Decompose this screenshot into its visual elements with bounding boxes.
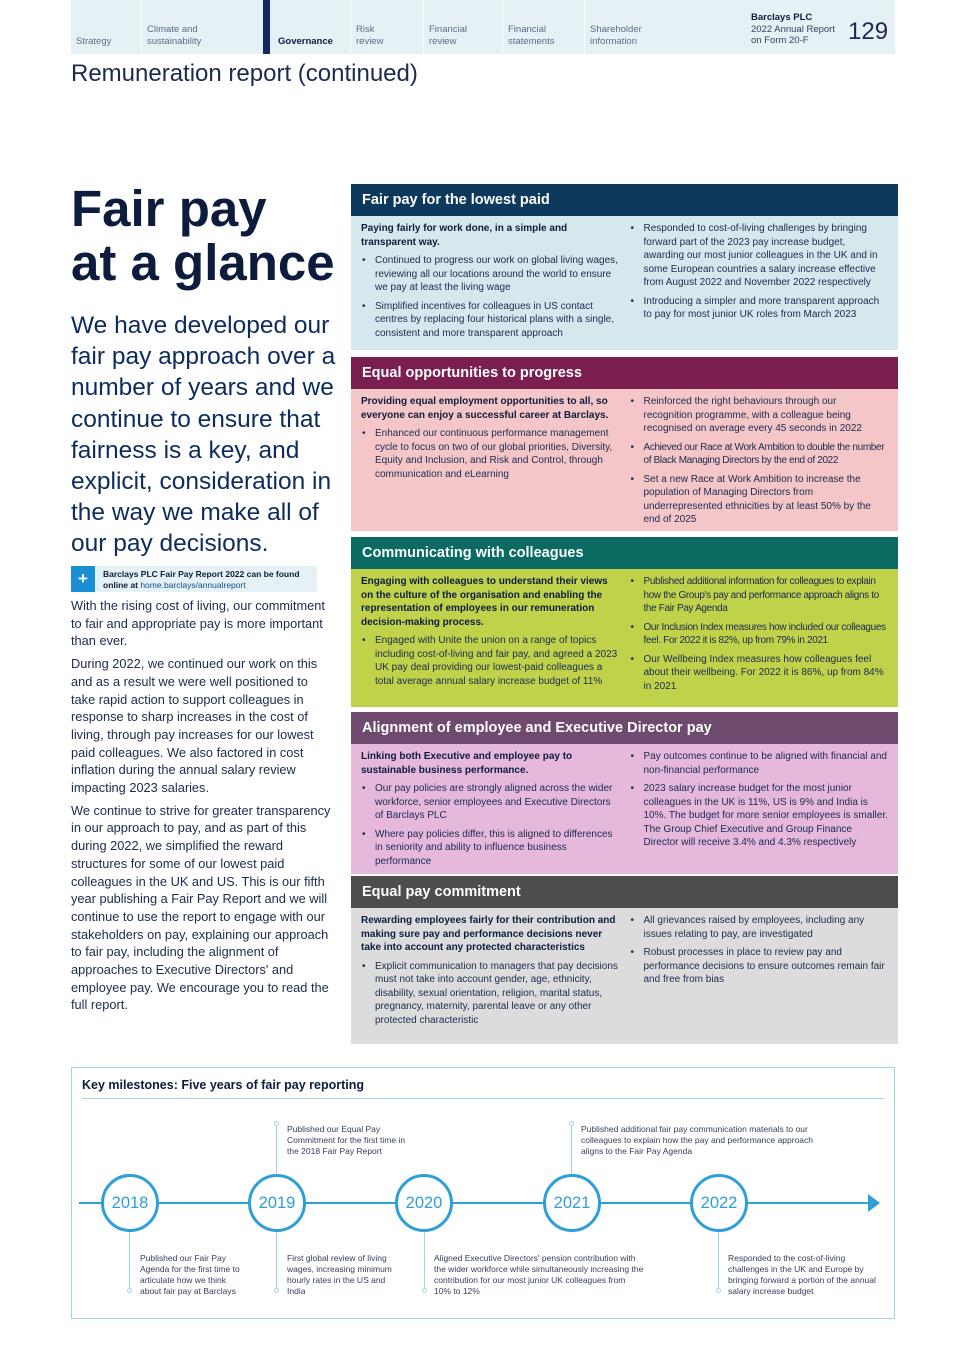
milestone-dot <box>716 1288 721 1293</box>
bullet-list <box>630 395 889 527</box>
section-header: Equal opportunities to progress <box>351 357 898 389</box>
hero-title-line: at a glance <box>71 234 335 291</box>
nav-tab-governance[interactable] <box>263 0 350 54</box>
body-paragraph: With the rising cost of living, our commitment to fair and appropriate pay is more important than ever. <box>71 598 325 649</box>
bullet-item: • Our pay policies are strongly aligned across the wider workforce, senior employees and Executive Directors of Barclays PLC <box>361 782 620 823</box>
company-name: Barclays PLC <box>751 12 813 23</box>
intro-statement: We have developed our fair pay approach over a number of years and we continue to ensure that fairness is a key, and explicit, consideration in the way we make all of our pay decisions. <box>71 312 336 558</box>
milestone-stem <box>424 1232 425 1290</box>
nav-tab-label: Risk review <box>356 24 384 47</box>
hero-title-line: Fair pay <box>71 180 267 237</box>
section-left-column <box>361 222 620 345</box>
milestones-title: Key milestones: Five years of fair pay reporting <box>82 1078 365 1092</box>
section-body <box>351 389 898 531</box>
hero-title <box>71 182 341 290</box>
nav-tab-strategy[interactable] <box>71 0 141 54</box>
milestone-note-2019: First global review of living wages, increasing minimum hourly rates in the US and India <box>287 1253 392 1296</box>
section-equal-pay-commitment <box>351 876 898 1044</box>
section-lead: Linking both Executive and employee pay to sustainable business performance. <box>361 751 573 776</box>
bullet-item: • Published additional information for colleagues to explain how the Group's pay and performance approach aligns to the Fair Pay Agenda <box>630 575 889 616</box>
bullet-item: • Reinforced the right behaviours through our recognition programme, with a colleague being recognised on average every 45 seconds in 2022 <box>630 395 889 436</box>
report-name: 2022 Annual Report <box>751 23 835 35</box>
section-right-column <box>630 395 889 526</box>
bullet-list <box>361 427 620 481</box>
section-header: Equal pay commitment <box>351 876 898 908</box>
milestone-note-2019-above: Published our Equal Pay Commitment for the first time in the 2018 Fair Pay Report <box>287 1124 406 1156</box>
plus-icon: + <box>71 566 95 592</box>
section-lead: Engaging with colleagues to understand their views on the culture of the organisation and enabling the representation of employees in our remuneration decision-making process. <box>361 576 608 628</box>
nav-tab-label: Climate and sustainability <box>147 24 202 47</box>
milestone-note-2020: Aligned Executive Directors' pension contribution with the wider workforce while simultaneously increasing the contribution for our most junior UK colleagues from 10% to 12% <box>434 1253 644 1296</box>
report-link-url[interactable]: home.barclays/annualreport <box>140 579 246 590</box>
section-right-column <box>630 222 889 345</box>
nav-tab-climate[interactable] <box>141 0 263 54</box>
section-header: Communicating with colleagues <box>351 537 898 569</box>
milestone-dot <box>422 1288 427 1293</box>
section-fair-pay-lowest-paid <box>351 184 898 350</box>
milestone-year-2018: 2018 <box>101 1174 159 1232</box>
nav-tab-label: Strategy <box>76 35 112 47</box>
nav-tab-label: Financial statements <box>508 24 555 47</box>
bullet-item: • Set a new Race at Work Ambition to increase the population of Managing Directors from underrepresented ethnicities by at least 50% by the end of 2025 <box>630 473 889 527</box>
body-paragraph: During 2022, we continued our work on this and as a result we were well positioned to take rapid action to support colleagues in response to sharp increases in the cost of living, through pay increases for our lowest paid colleagues. We also factored in cost inflation during the annual salary review impacting 2023 salaries. <box>71 656 318 796</box>
bullet-item: • Our Inclusion Index measures how included our colleagues feel. For 2022 it is 82%, up from 79% in 2021 <box>630 621 889 648</box>
milestone-dot <box>274 1288 279 1293</box>
nav-tab-risk-review[interactable] <box>350 0 423 54</box>
bullet-item: • Explicit communication to managers that pay decisions must not take into account gender, age, ethnicity, disability, sexual orientation, religion, marital status, pregnancy, maternity, parental leave or any other protected characteristic <box>361 960 620 1028</box>
arrow-right-icon <box>868 1194 880 1212</box>
nav-tab-shareholder-information[interactable] <box>584 0 668 54</box>
section-body <box>351 216 898 350</box>
bullet-item: • Achieved our Race at Work Ambition to double the number of Black Managing Directors by the end of 2022 <box>630 441 889 468</box>
nav-tab-financial-review[interactable] <box>423 0 502 54</box>
milestone-note-2022: Responded to the cost-of-living challenges in the UK and Europe by bringing forward a portion of the annual salary increase budget <box>728 1253 876 1296</box>
milestone-stem <box>718 1232 719 1290</box>
section-body <box>351 569 898 707</box>
section-left-column <box>361 575 620 702</box>
milestone-stem <box>129 1232 130 1290</box>
bullet-item: • Introducing a simpler and more transparent approach to pay for most junior UK roles from March 2023 <box>630 295 889 322</box>
milestone-year-2020: 2020 <box>395 1174 453 1232</box>
section-equal-opportunities <box>351 357 898 531</box>
report-link-label: Barclays PLC Fair Pay Report 2022 can be found online at <box>103 569 300 590</box>
bullet-item: • Simplified incentives for colleagues in US contact centres by replacing four historical plans with a single, consistent and more transparent approach <box>361 300 620 341</box>
section-right-column <box>630 575 889 702</box>
section-lead: Paying fairly for work done, in a simple and transparent way. <box>361 223 568 248</box>
nav-tab-label: Financial review <box>429 24 468 47</box>
bullet-item: • 2023 salary increase budget for the most junior colleagues in the UK is 11%, US is 9% and India is 10%. The budget for more senior employees is smaller. The Group Chief Executive and Group Finance Director will receive 3.4% and 4.3% respectively <box>630 782 889 850</box>
report-link-text <box>103 569 315 590</box>
bullet-item: • Responded to cost-of-living challenges by bringing forward part of the 2023 pay increase budget, awarding our most junior colleagues in the UK and in some European countries a salary increase effective from August 2022 and November 2022 respectively <box>630 222 889 290</box>
bullet-list <box>630 222 889 322</box>
report-link-callout[interactable] <box>71 566 317 592</box>
bullet-list <box>630 575 889 693</box>
milestone-stem <box>571 1126 572 1174</box>
section-header: Fair pay for the lowest paid <box>351 184 898 216</box>
milestone-note-2018: Published our Fair Pay Agenda for the first time to articulate how we think about fair pay at Barclays <box>140 1253 240 1296</box>
bullet-item: • Pay outcomes continue to be aligned with financial and non-financial performance <box>630 750 889 777</box>
section-lead: Rewarding employees fairly for their contribution and making sure pay and performance decisions never take into account any protected characteristics <box>361 915 616 953</box>
milestone-year-2021: 2021 <box>543 1174 601 1232</box>
nav-tab-financial-statements[interactable] <box>502 0 584 54</box>
section-right-column <box>630 914 889 1039</box>
milestone-dot <box>127 1288 132 1293</box>
bullet-item: • Continued to progress our work on global living wages, reviewing all our locations around the world to ensure we pay at least the living wage <box>361 254 620 295</box>
timeline-line <box>79 1202 879 1204</box>
milestone-note-2021-above: Published additional fair pay communication materials to our colleagues to explain how the pay and performance approach aligns to the Fair Pay Agenda <box>581 1124 814 1156</box>
section-left-column <box>361 914 620 1039</box>
section-left-column <box>361 395 620 526</box>
section-body <box>351 744 898 874</box>
page-number: 129 <box>848 18 889 45</box>
milestone-stem <box>276 1232 277 1290</box>
milestones-panel <box>71 1067 895 1319</box>
bullet-item: • Engaged with Unite the union on a range of topics including cost-of-living and fair pay, and agreed a 2023 UK pay deal providing our lowest-paid colleagues a total average annual salary increase budget of 11% <box>361 634 620 688</box>
bullet-item: • Where pay policies differ, this is aligned to differences in seniority and ability to influence business performance <box>361 828 620 869</box>
section-right-column <box>630 750 889 869</box>
page-title: Remuneration report (continued) <box>71 60 418 87</box>
milestones-divider <box>82 1098 884 1099</box>
bullet-list <box>361 254 620 340</box>
nav-tab-label: Governance <box>278 35 333 47</box>
bullet-list <box>361 960 620 1028</box>
section-employee-executive-alignment <box>351 712 898 874</box>
bullet-list <box>361 782 620 868</box>
section-lead: Providing equal employment opportunities to all, so everyone can enjoy a successful career at Barclays. <box>361 396 609 421</box>
section-header: Alignment of employee and Executive Director pay <box>351 712 898 744</box>
milestone-dot <box>569 1121 574 1126</box>
report-form: on Form 20-F <box>751 35 809 46</box>
milestone-year-2022: 2022 <box>690 1174 748 1232</box>
bullet-list <box>361 634 620 688</box>
section-communicating-with-colleagues <box>351 537 898 707</box>
bullet-item: • Our Wellbeing Index measures how colleagues feel about their wellbeing. For 2022 it is 86%, up from 84% in 2021 <box>630 653 889 694</box>
milestone-dot <box>274 1121 279 1126</box>
body-paragraph: We continue to strive for greater transparency in our approach to pay, and as part of this during 2022, we simplified the reward structures for some of our lowest paid colleagues in the UK and US. This is our fifth year publishing a Fair Pay Report and we will continue to use the report to engage with our stakeholders on pay, explaining our approach to fair pay, including the alignment of approaches to Executive Directors' and employee pay. We encourage you to read the full report. <box>71 802 331 1013</box>
bullet-list <box>630 914 889 987</box>
milestone-year-2019: 2019 <box>248 1174 306 1232</box>
bullet-item: • Enhanced our continuous performance management cycle to focus on two of our global priorities, Diversity, Equity and Inclusion, and Risk and Control, through communication and eLearning <box>361 427 620 481</box>
bullet-item: • Robust processes in place to review pay and performance decisions to ensure outcomes remain fair and free from bias <box>630 946 889 987</box>
report-identifier <box>751 12 835 47</box>
milestone-stem <box>276 1126 277 1174</box>
body-text <box>71 597 335 1019</box>
bullet-list <box>630 750 889 850</box>
bullet-item: • All grievances raised by employees, including any issues relating to pay, are investigated <box>630 914 889 941</box>
nav-tab-label: Shareholder information <box>590 24 642 47</box>
section-body <box>351 908 898 1044</box>
section-left-column <box>361 750 620 869</box>
